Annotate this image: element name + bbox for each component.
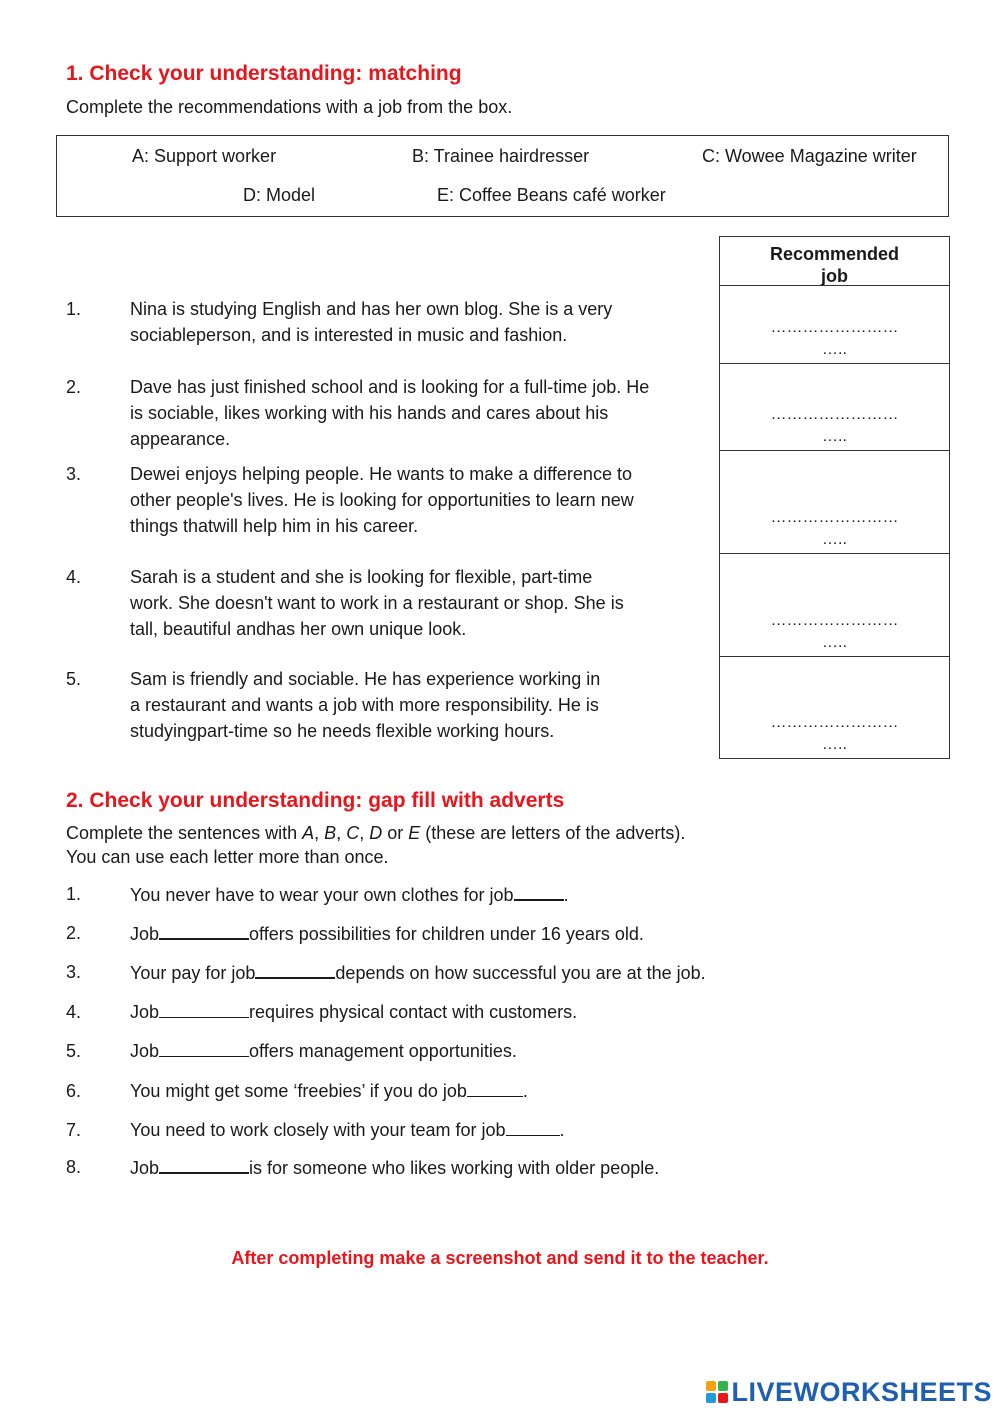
gap-blank[interactable] <box>159 1154 249 1174</box>
question-line: Nina is studying English and has her own blog. She is a very <box>130 299 613 319</box>
question-line: Sarah is a student and she is looking for flexible, part-time <box>130 567 593 587</box>
logo-text: LIVEWORKSHEETS <box>731 1376 992 1407</box>
instruction-sep: , <box>314 823 325 843</box>
gap-blank[interactable] <box>159 920 249 940</box>
sentence-text: is for someone who likes working with older people. <box>249 1158 660 1178</box>
question-line: studyingpart-time so he needs flexible working hours. <box>130 721 555 741</box>
question-line: things thatwill help him in his career. <box>130 516 419 536</box>
job-option-e: E: Coffee Beans café worker <box>437 185 666 205</box>
sentence-text: Job <box>130 1002 160 1022</box>
sentence-number: 2. <box>66 923 82 943</box>
question-line: Sam is friendly and sociable. He has experience working in <box>130 669 601 689</box>
gap-blank[interactable] <box>467 1078 523 1097</box>
job-option-a: A: Support worker <box>132 146 277 166</box>
table-header-line1: Recommended <box>769 244 900 264</box>
letter-d: D <box>369 823 383 843</box>
letter-e: E <box>408 823 421 843</box>
sentence-number: 7. <box>66 1120 82 1140</box>
sentence-text: . <box>563 885 569 905</box>
instruction-sep: , <box>336 823 347 843</box>
answer-dots: …………………… <box>770 612 899 629</box>
liveworksheets-logo <box>706 1377 992 1407</box>
question-line: sociableperson, and is interested in music and fashion. <box>130 325 568 345</box>
logo-grid-icon <box>706 1381 728 1403</box>
question-line: appearance. <box>130 429 231 449</box>
answer-dots-end: ….. <box>822 428 847 445</box>
question-line: is sociable, likes working with his hands and cares about his <box>130 403 609 423</box>
instruction-sep: or <box>382 823 409 843</box>
section1-title: 1. Check your understanding: matching <box>66 62 462 85</box>
instruction-line2: You can use each letter more than once. <box>66 847 389 867</box>
section1-instruction: Complete the recommendations with a job from the box. <box>66 97 513 117</box>
sentence-number: 1. <box>66 884 82 904</box>
sentence-text: requires physical contact with customers. <box>249 1002 578 1022</box>
answer-dots-end: ….. <box>822 736 847 753</box>
section2-title: 2. Check your understanding: gap fill with adverts <box>66 789 565 812</box>
instruction-sep: , <box>359 823 370 843</box>
sentence-number: 6. <box>66 1081 82 1101</box>
sentence-text: Job <box>130 924 160 944</box>
answer-dots-end: ….. <box>822 341 847 358</box>
footer-note: After completing make a screenshot and send it to the teacher. <box>231 1248 769 1268</box>
answer-dots: …………………… <box>770 406 899 423</box>
letter-a: A <box>302 823 315 843</box>
job-options-box <box>56 135 949 217</box>
sentence-text: You might get some ‘freebies’ if you do job <box>130 1081 467 1101</box>
letter-b: B <box>324 823 337 843</box>
question-number: 5. <box>66 669 82 689</box>
sentence-text: You never have to wear your own clothes for job <box>130 885 514 905</box>
instruction-text: Complete the sentences with <box>66 823 303 843</box>
sentence-text: offers possibilities for children under 16 years old. <box>249 924 644 944</box>
answer-dots-end: ….. <box>822 531 847 548</box>
sentence-text: Your pay for job <box>130 963 256 983</box>
job-option-b: B: Trainee hairdresser <box>412 146 590 166</box>
table-header <box>720 237 949 285</box>
question-line: other people's lives. He is looking for opportunities to learn new <box>130 490 634 510</box>
question-number: 1. <box>66 299 82 319</box>
sentence-text: offers management opportunities. <box>249 1041 517 1061</box>
sentence-text: Job <box>130 1041 160 1061</box>
sentence-number: 8. <box>66 1157 82 1177</box>
table-header-line2: job <box>821 266 848 286</box>
answer-dots-end: ….. <box>822 634 847 651</box>
letter-c: C <box>346 823 360 843</box>
gap-blank[interactable] <box>514 881 564 901</box>
gap-blank[interactable] <box>159 999 249 1018</box>
sentence-text: You need to work closely with your team for job <box>130 1120 506 1140</box>
sentence-text: . <box>522 1081 528 1101</box>
sentence-text: depends on how successful you are at the job. <box>335 963 706 983</box>
question-line: Dave has just finished school and is looking for a full-time job. He <box>130 377 650 397</box>
question-line: work. She doesn't want to work in a restaurant or shop. She is <box>130 593 624 613</box>
answer-dots: …………………… <box>770 319 899 336</box>
question-line: Dewei enjoys helping people. He wants to make a difference to <box>130 464 632 484</box>
question-line: a restaurant and wants a job with more responsibility. He is <box>130 695 599 715</box>
answer-dots: …………………… <box>770 714 899 731</box>
gap-blank[interactable] <box>506 1117 560 1136</box>
question-number: 3. <box>66 464 82 484</box>
answer-dots: …………………… <box>770 509 899 526</box>
question-number: 4. <box>66 567 82 587</box>
question-number: 2. <box>66 377 82 397</box>
section2-instruction <box>66 821 685 869</box>
instruction-text: (these are letters of the adverts). <box>420 823 686 843</box>
gap-blank[interactable] <box>255 959 335 979</box>
job-option-c: C: Wowee Magazine writer <box>702 146 917 166</box>
sentence-number: 4. <box>66 1002 82 1022</box>
sentence-text: . <box>559 1120 565 1140</box>
job-option-d: D: Model <box>243 185 316 205</box>
sentence-number: 3. <box>66 962 82 982</box>
question-line: tall, beautiful andhas her own unique look. <box>130 619 467 639</box>
sentence-number: 5. <box>66 1041 82 1061</box>
gap-blank[interactable] <box>159 1038 249 1057</box>
sentence-text: Job <box>130 1158 160 1178</box>
